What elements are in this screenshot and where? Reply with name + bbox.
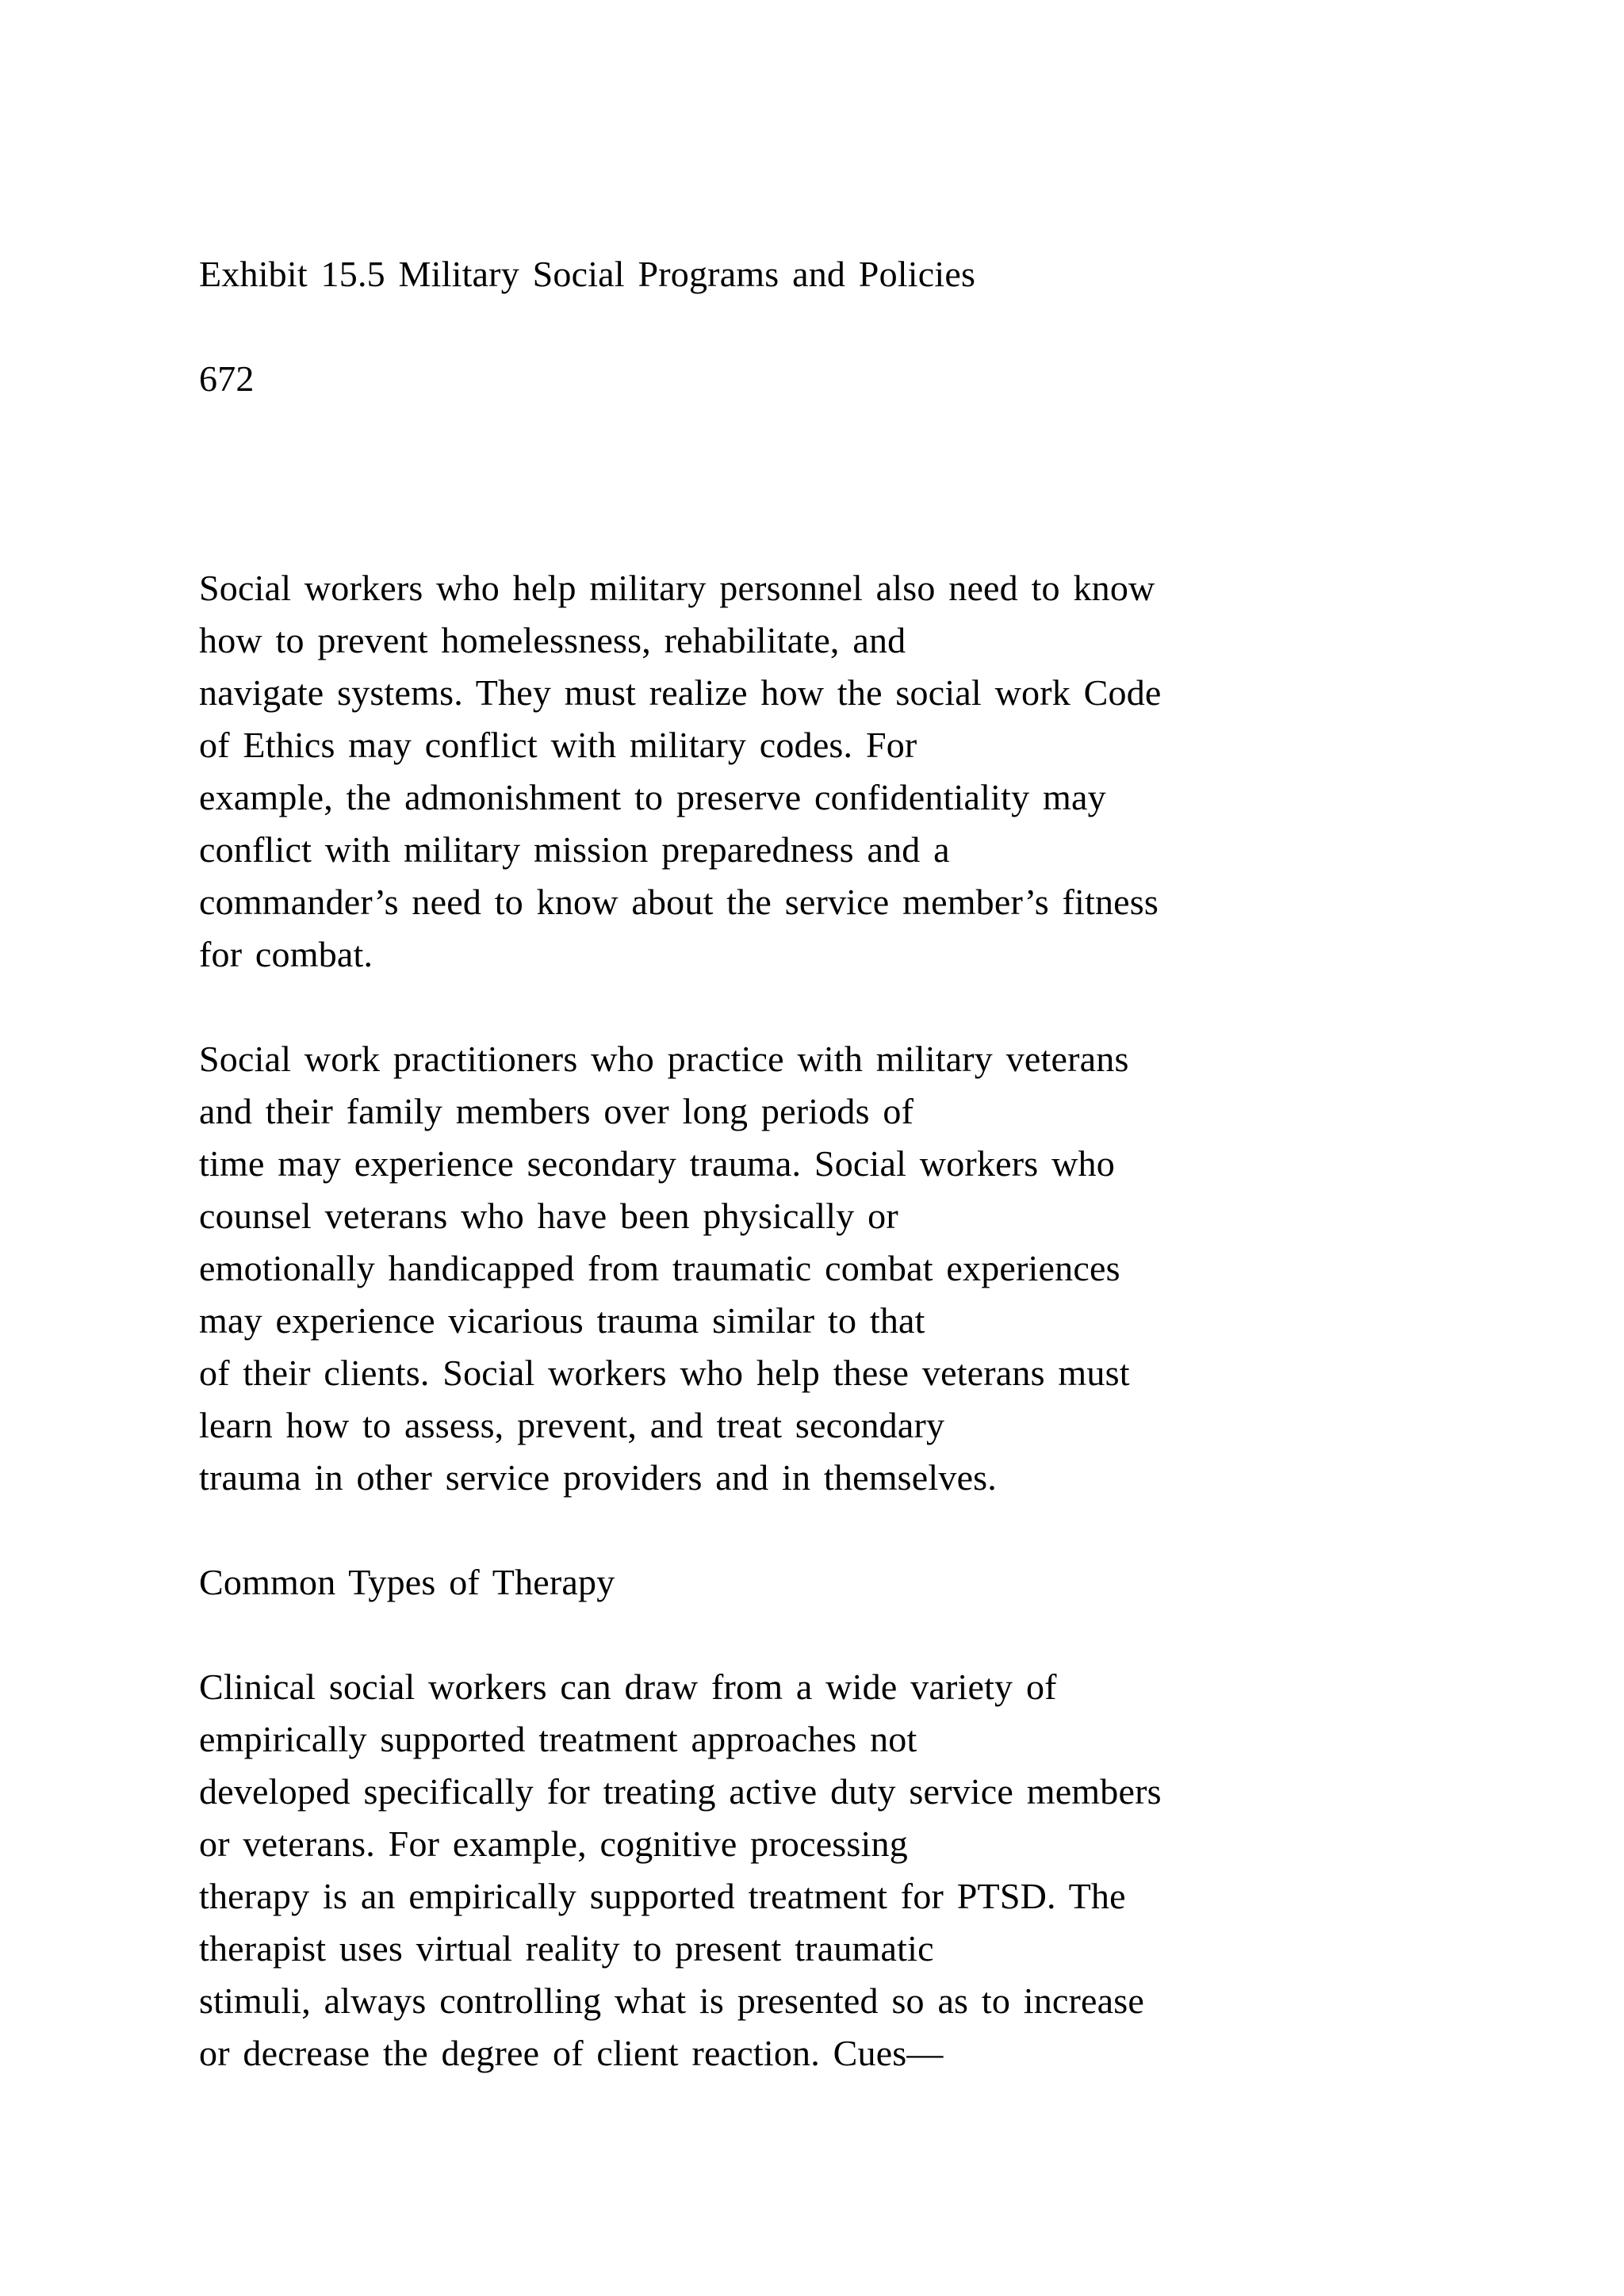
body-line: learn how to assess, prevent, and treat secondary: [199, 1405, 945, 1445]
body-line: developed specifically for treating active duty service members: [199, 1771, 1162, 1812]
body-line: emotionally handicapped from traumatic combat experiences: [199, 1248, 1120, 1288]
body-line: navigate systems. They must realize how the social work Code: [199, 672, 1162, 713]
body-line: may experience vicarious trauma similar to that: [199, 1300, 925, 1341]
body-line: or decrease the degree of client reaction. Cues—: [199, 2033, 944, 2073]
body-line: stimuli, always controlling what is presented so as to increase: [199, 1980, 1145, 2021]
body-line: commander’s need to know about the service member’s fitness: [199, 882, 1159, 922]
body-line: Social work practitioners who practice with military veterans: [199, 1039, 1129, 1079]
body-line: example, the admonishment to preserve confidentiality may: [199, 777, 1106, 817]
exhibit-title: Exhibit 15.5 Military Social Programs and Policies: [199, 254, 976, 294]
body-line: or veterans. For example, cognitive processing: [199, 1823, 908, 1864]
body-line: for combat.: [199, 934, 373, 974]
body-line: and their family members over long periods of: [199, 1091, 914, 1131]
body-line: trauma in other service providers and in themselves.: [199, 1457, 997, 1498]
body-line: conflict with military mission preparedness and a: [199, 829, 950, 870]
body-line: of Ethics may conflict with military codes. For: [199, 725, 917, 765]
body-line: empirically supported treatment approaches not: [199, 1719, 917, 1759]
section-heading: Common Types of Therapy: [199, 1562, 615, 1602]
body-line: of their clients. Social workers who help these veterans must: [199, 1353, 1130, 1393]
body-line: how to prevent homelessness, rehabilitate, and: [199, 620, 906, 660]
body-line: counsel veterans who have been physically or: [199, 1196, 898, 1236]
body-line: Social workers who help military personnel also need to know: [199, 568, 1155, 608]
body-line: therapist uses virtual reality to present traumatic: [199, 1928, 934, 1969]
page-number: 672: [199, 358, 255, 399]
body-line: therapy is an empirically supported treatment for PTSD. The: [199, 1876, 1126, 1916]
body-line: time may experience secondary trauma. Social workers who: [199, 1143, 1115, 1184]
body-line: Clinical social workers can draw from a wide variety of: [199, 1667, 1057, 1707]
